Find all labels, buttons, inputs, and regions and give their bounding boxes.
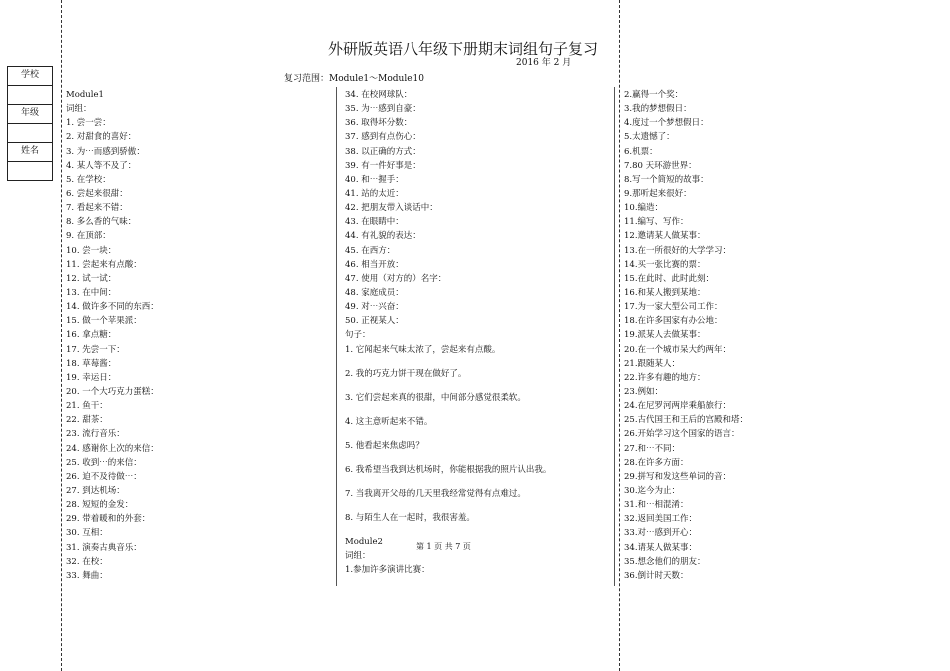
col2_phrases-line: 42. 把朋友带入谈话中： <box>345 203 438 214</box>
info-cell: 学校 <box>8 67 52 86</box>
col2_sentences-line: 7. 当我离开父母的几天里我经常觉得有点难过。 <box>345 488 526 499</box>
col1-line: 18. 草莓酱： <box>66 358 117 369</box>
col1-line: 8. 多么香的气味： <box>66 217 137 228</box>
col1-line: 5. 在学校： <box>66 174 111 185</box>
col1-line: 12. 试一试： <box>66 273 117 284</box>
col2_phrases-line: 39. 有一件好事是： <box>345 160 421 171</box>
col3-line: 33.对⋯感到开心： <box>624 528 698 539</box>
col1-line: 25. 收到⋯的来信： <box>66 457 142 468</box>
col2_sentences-line: 1. 它闻起来气味太浓了，尝起来有点酸。 <box>345 344 501 355</box>
col3-line: 34.请某人做某事： <box>624 542 698 553</box>
col1-line: 26. 迫不及待做⋯： <box>66 471 142 482</box>
col3-line: 8.写一个简短的故事： <box>624 174 709 185</box>
col1-line: 28. 短短的金发： <box>66 500 134 511</box>
col2_sentences-line: 4. 这主意听起来不错。 <box>345 416 433 427</box>
col3-line: 9.那听起来很好： <box>624 188 692 199</box>
col1-line: 4. 某人等不及了： <box>66 160 137 171</box>
col3-line: 23.例如： <box>624 386 664 397</box>
col1-line: 9. 在顶部： <box>66 231 111 242</box>
col2_phrases-line: 句子： <box>345 330 371 341</box>
col3-line: 4.度过一个梦想假日： <box>624 118 709 129</box>
col1-line: 22. 甜茶： <box>66 415 108 426</box>
col3-line: 21.跟随某人： <box>624 358 681 369</box>
col2_phrases-line: 43. 在眼睛中： <box>345 217 404 228</box>
col2_phrases-line: 45. 在西方： <box>345 245 396 256</box>
col1-line: 19. 幸运日： <box>66 372 117 383</box>
col3-line: 28.在许多方面： <box>624 457 689 468</box>
col1-line: Module1 <box>66 90 104 100</box>
col1-line: 14. 做许多不同的东西： <box>66 302 159 313</box>
col1-line: 33. 舞曲： <box>66 570 108 581</box>
col2_phrases-line: 35. 为⋯感到自豪： <box>345 104 421 115</box>
info-cell[interactable] <box>8 86 52 105</box>
col3-line: 25.古代国王和王后的宫殿和塔： <box>624 415 749 426</box>
binding-line-left <box>61 0 62 671</box>
col1-line: 7. 看起来不错： <box>66 203 128 214</box>
column-1 <box>66 88 159 583</box>
column-divider-1 <box>336 87 337 586</box>
col2_phrases-line: 46. 相当开放： <box>345 259 404 270</box>
col2_sentences-line: 3. 它们尝起来真的很甜，中间部分感觉很柔软。 <box>345 392 526 403</box>
info-cell: 姓名 <box>8 143 52 162</box>
col3-line: 17.为一家大型公司工作： <box>624 302 723 313</box>
col3-line: 22.许多有趣的地方： <box>624 372 706 383</box>
col1-line: 30. 互相： <box>66 528 108 539</box>
col1-line: 2. 对甜食的喜好： <box>66 132 137 143</box>
col3-line: 18.在许多国家有办公地： <box>624 316 723 327</box>
col2_phrases-line: 37. 感到有点伤心： <box>345 132 421 143</box>
col2_phrases-line: 40. 和⋯握手： <box>345 174 404 185</box>
date-text: 2016 年 2 月 <box>516 58 572 68</box>
col1-line: 20. 一个大巧克力蛋糕： <box>66 386 159 397</box>
col3-line: 14.买一张比赛的票： <box>624 259 706 270</box>
col2_tail-line: 1.参加许多演讲比赛： <box>345 564 430 575</box>
col3-line: 11.编写、写作： <box>624 217 689 228</box>
review-scope: 复习范围：Module1〜Module10 <box>284 74 424 84</box>
col2_sentences-line: 2. 我的巧克力饼干现在做好了。 <box>345 368 467 379</box>
col1-line: 词组： <box>66 104 92 115</box>
col3-line: 19.派某人去做某事： <box>624 330 706 341</box>
col1-line: 29. 带着暖和的外套： <box>66 514 151 525</box>
col1-line: 13. 在中间： <box>66 287 117 298</box>
col2_phrases-line: 44. 有礼貌的表达： <box>345 231 421 242</box>
col3-line: 2.赢得一个奖： <box>624 90 684 100</box>
col1-line: 6. 尝起来很甜： <box>66 188 128 199</box>
col3-line: 20.在一个城市呆大约两年： <box>624 344 732 355</box>
column-3 <box>624 88 748 583</box>
col3-line: 29.拼写和发这些单词的音： <box>624 471 732 482</box>
col2_sentences-line: 5. 他看起来焦虑吗？ <box>345 440 424 451</box>
col2_phrases-line: 48. 家庭成员： <box>345 287 404 298</box>
col3-line: 24.在尼罗河两岸乘船旅行： <box>624 401 732 412</box>
page-number: 第 1 页 共 7 页 <box>416 542 471 551</box>
info-cell[interactable] <box>8 124 52 143</box>
col3-line: 35.想念他们的朋友： <box>624 556 706 567</box>
col1-line: 27. 到达机场： <box>66 485 125 496</box>
col2_tail-line: 词组： <box>345 550 371 561</box>
page-title: 外研版英语八年级下册期末词组句子复习 <box>328 40 599 58</box>
col1-line: 17. 先尝一下： <box>66 344 125 355</box>
col1-line: 10. 尝一块： <box>66 245 117 256</box>
col3-line: 7.80 天环游世界： <box>624 160 697 171</box>
col1-line: 23. 流行音乐： <box>66 429 125 440</box>
col2_sentences-line: 8. 与陌生人在一起时，我很害羞。 <box>345 512 475 523</box>
col2_phrases-line: 49. 对⋯兴奋： <box>345 302 404 313</box>
col1-line: 21. 鱼干： <box>66 401 108 412</box>
col2_sentences-line: 6. 我希望当我到达机场时，你能根据我的照片认出我。 <box>345 464 552 475</box>
col2_phrases-line: 36. 取得坏分数： <box>345 118 413 129</box>
col1-line: 3. 为⋯而感到骄傲： <box>66 146 145 157</box>
col3-line: 5.太遗憾了： <box>624 132 675 143</box>
col3-line: 27.和⋯不同： <box>624 443 681 454</box>
col3-line: 10.编造： <box>624 203 664 214</box>
col3-line: 31.和⋯相混淆： <box>624 500 689 511</box>
col3-line: 26.开始学习这个国家的语言： <box>624 429 740 440</box>
col1-line: 16. 拿点糖： <box>66 330 117 341</box>
col2_phrases-line: 47. 使用（对方的）名字： <box>345 273 447 284</box>
col3-line: 30.迄今为止： <box>624 485 681 496</box>
col3-line: 13.在一所很好的大学学习： <box>624 245 732 256</box>
info-cell: 年级 <box>8 105 52 124</box>
info-cell[interactable] <box>8 162 52 180</box>
col1-line: 31. 演奏古典音乐： <box>66 542 142 553</box>
student-info-box <box>7 66 53 181</box>
col1-line: 24. 感谢你上次的来信： <box>66 443 159 454</box>
col1-line: 11. 尝起来有点酸： <box>66 259 142 270</box>
col3-line: 36.倒计时天数： <box>624 570 689 581</box>
col1-line: 1. 尝一尝： <box>66 118 111 129</box>
col3-line: 16.和某人搬到某地： <box>624 287 706 298</box>
col2_phrases-line: 34. 在校网球队： <box>345 90 413 100</box>
col2_phrases-line: 50. 正视某人： <box>345 316 404 327</box>
col3-line: 12.邀请某人做某事： <box>624 231 706 242</box>
binding-line-right <box>619 0 620 671</box>
col3-line: 32.返回美国工作： <box>624 514 698 525</box>
column-2 <box>345 88 551 577</box>
col2_phrases-line: 41. 站的太近： <box>345 188 404 199</box>
col2_phrases-line: 38. 以正确的方式： <box>345 146 421 157</box>
col1-line: 32. 在校： <box>66 556 108 567</box>
col3-line: 6.机票： <box>624 146 658 157</box>
column-divider-2 <box>614 87 615 586</box>
col3-line: 15.在此时、此时此刻： <box>624 273 715 284</box>
col2_tail-line: Module2 <box>345 536 383 547</box>
col3-line: 3.我的梦想假日： <box>624 104 692 115</box>
col1-line: 15. 做一个苹果派： <box>66 316 142 327</box>
